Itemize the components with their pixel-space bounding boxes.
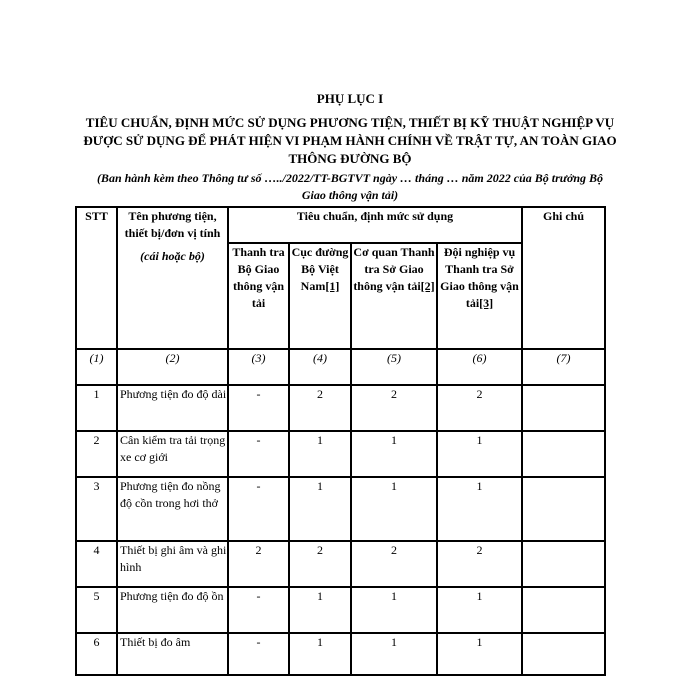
row-col6: 2 — [437, 385, 522, 431]
row-col4: 1 — [289, 587, 351, 633]
row-name: Thiết bị ghi âm và ghi hình — [117, 541, 228, 587]
header-name — [117, 207, 228, 349]
document-subtitle: TIÊU CHUẨN, ĐỊNH MỨC SỬ DỤNG PHƯƠNG TIỆN, THIẾT BỊ KỸ THUẬT NGHIỆP VỤ ĐƯỢC SỬ DỤNG ĐỂ PHÁT HIỆN VI PHẠM HÀNH CHÍNH VỀ TRẬT TỰ, AN TOÀN GIAO THÔNG ĐƯỜNG BỘ — [83, 115, 617, 166]
table-row — [76, 541, 605, 587]
row-name: Phương tiện đo nồng độ cồn trong hơi thở — [117, 477, 228, 541]
footnote-ref-1[interactable]: [1] — [325, 279, 340, 293]
row-note — [522, 385, 605, 431]
row-stt: 3 — [76, 477, 117, 541]
table-row — [76, 385, 605, 431]
row-col6: 1 — [437, 633, 522, 675]
column-number: (5) — [351, 349, 437, 385]
row-col6: 1 — [437, 587, 522, 633]
header-name-unit: (cái hoặc bộ) — [140, 249, 205, 263]
header-col4 — [289, 243, 351, 349]
column-number-row — [76, 349, 605, 385]
row-col3: - — [228, 587, 289, 633]
row-col4: 1 — [289, 431, 351, 477]
row-col5: 2 — [351, 385, 437, 431]
row-name: Thiết bị đo âm — [117, 633, 228, 675]
row-name: Phương tiện đo độ dài — [117, 385, 228, 431]
row-stt: 6 — [76, 633, 117, 675]
row-col5: 1 — [351, 587, 437, 633]
row-col5: 2 — [351, 541, 437, 587]
footnote-ref-3[interactable]: [3] — [479, 296, 494, 310]
row-col3: - — [228, 431, 289, 477]
row-col5: 1 — [351, 477, 437, 541]
table-row — [76, 633, 605, 675]
row-col6: 2 — [437, 541, 522, 587]
header-name-label: Tên phương tiện, thiết bị/đơn vị tính — [124, 209, 221, 240]
header-col4-label: Cục đường Bộ Việt Nam — [291, 245, 349, 293]
column-number: (6) — [437, 349, 522, 385]
header-col3: Thanh tra Bộ Giao thông vận tải — [228, 243, 289, 349]
header-note: Ghi chú — [522, 207, 605, 349]
row-note — [522, 477, 605, 541]
row-col4: 2 — [289, 385, 351, 431]
row-note — [522, 587, 605, 633]
row-note — [522, 633, 605, 675]
row-col3: - — [228, 477, 289, 541]
column-number: (2) — [117, 349, 228, 385]
column-number: (7) — [522, 349, 605, 385]
row-col5: 1 — [351, 633, 437, 675]
row-col3: 2 — [228, 541, 289, 587]
row-col3: - — [228, 633, 289, 675]
row-stt: 4 — [76, 541, 117, 587]
row-name: Cân kiểm tra tải trọng xe cơ giới — [117, 431, 228, 477]
table-row — [76, 477, 605, 541]
row-name: Phương tiện đo độ ồn — [117, 587, 228, 633]
appendix-title: PHỤ LỤC I — [316, 91, 384, 106]
column-number: (3) — [228, 349, 289, 385]
row-stt: 1 — [76, 385, 117, 431]
row-col4: 1 — [289, 633, 351, 675]
table-row — [76, 431, 605, 477]
row-stt: 5 — [76, 587, 117, 633]
row-stt: 2 — [76, 431, 117, 477]
row-note — [522, 541, 605, 587]
standards-table — [75, 206, 606, 676]
row-col4: 1 — [289, 477, 351, 541]
header-col6-label: Đội nghiệp vụ Thanh tra Sở Giao thông vận tải — [440, 245, 519, 310]
header-col5 — [351, 243, 437, 349]
column-number: (4) — [289, 349, 351, 385]
header-stt: STT — [76, 207, 117, 349]
column-number: (1) — [76, 349, 117, 385]
row-col6: 1 — [437, 431, 522, 477]
row-note — [522, 431, 605, 477]
header-col5-label: Cơ quan Thanh tra Sở Giao thông vận tải — [353, 245, 435, 293]
row-col6: 1 — [437, 477, 522, 541]
footnote-ref-2[interactable]: [2] — [420, 279, 435, 293]
header-usage-group: Tiêu chuẩn, định mức sử dụng — [228, 207, 522, 243]
row-col5: 1 — [351, 431, 437, 477]
row-col3: - — [228, 385, 289, 431]
table-row — [76, 587, 605, 633]
header-col6 — [437, 243, 522, 349]
issuance-note: (Ban hành kèm theo Thông tư số …../2022/TT-BGTVT ngày … tháng … năm 2022 của Bộ trưởng Bộ Giao thông vận tải) — [96, 171, 604, 202]
row-col4: 2 — [289, 541, 351, 587]
